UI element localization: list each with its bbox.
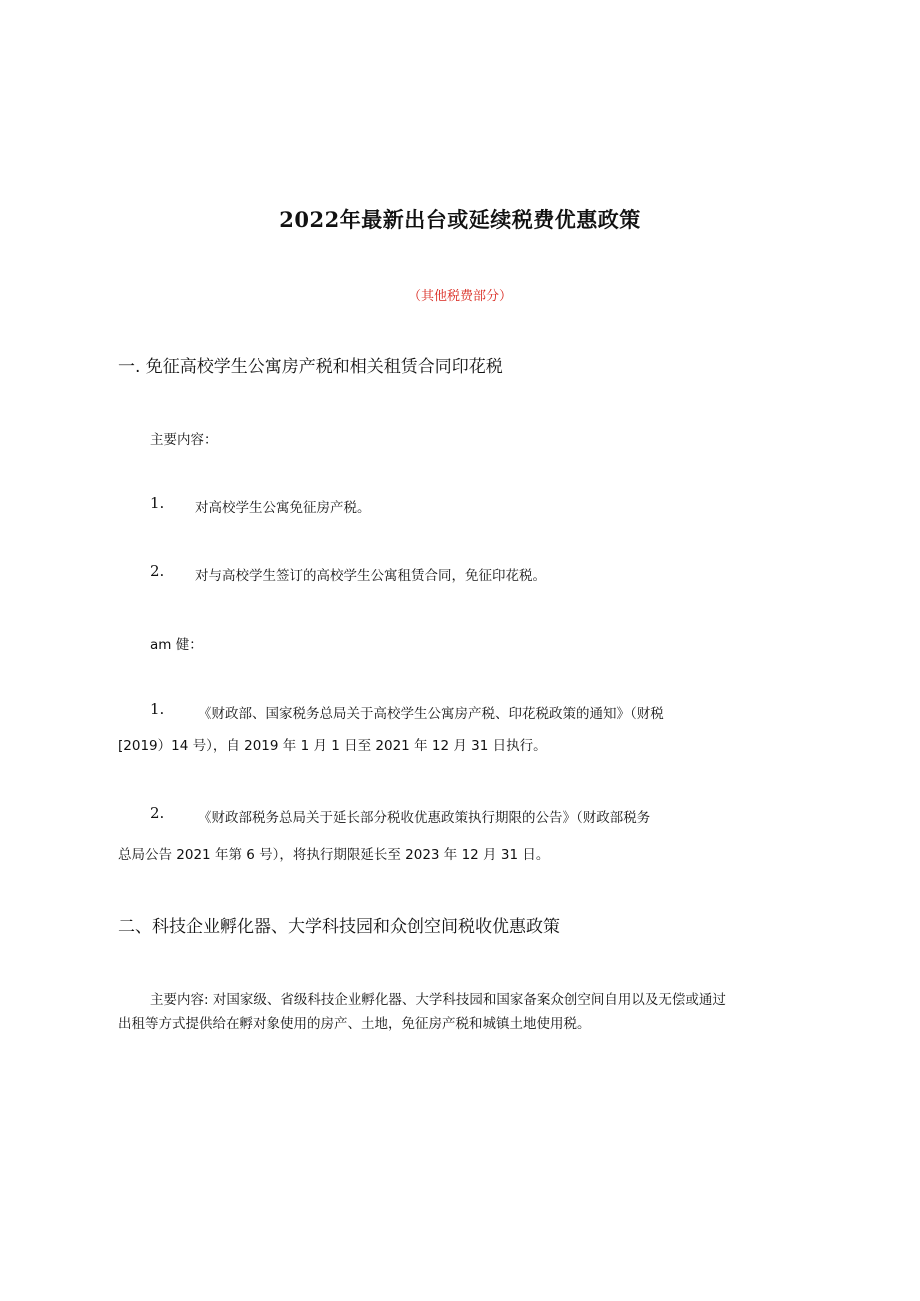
section-1-content-label: 主要内容：: [150, 432, 218, 448]
section-1-basis-2-line-1: 《财政部税务总局关于延长部分税收优惠政策执行期限的公告》（财政部税务: [198, 810, 651, 826]
section-1-basis-1-number: 1.: [150, 700, 165, 718]
section-2-heading: 二、科技企业孵化器、大学科技园和众创空间税收优惠政策: [118, 917, 560, 937]
section-1-basis-2-number: 2.: [150, 804, 165, 822]
section-1-basis-2-line-2: 总局公告 2021 年第 6 号），将执行期限延长至 2023 年 12 月 31 日。: [118, 847, 550, 863]
section-1-basis-1-line-1: 《财政部、国家税务总局关于高校学生公寓房产税、印花税政策的通知》（财税: [198, 706, 664, 722]
section-1-basis-label: am 健：: [150, 637, 203, 653]
section-1-heading: 一. 免征高校学生公寓房产税和相关租赁合同印花税: [118, 357, 503, 377]
section-1-item-2-text: 对与高校学生签订的高校学生公寓租赁合同，免征印花税。: [195, 568, 546, 584]
section-1-item-1-number: 1.: [150, 494, 165, 512]
section-2-content-line-2: 出租等方式提供给在孵对象使用的房产、土地，免征房产税和城镇土地使用税。: [118, 1016, 591, 1032]
section-1-basis-1-line-2: [2019）14 号），自 2019 年 1 月 1 日至 2021 年 12 月 31 日执行。: [118, 738, 547, 754]
section-2-content-line-1: 主要内容: 对国家级、省级科技企业孵化器、大学科技园和国家备案众创空间自用以及无偿或通过: [150, 992, 726, 1008]
page-subtitle: （其他税费部分）: [407, 289, 512, 304]
page-title: 2022年最新出台或延续税费优惠政策: [279, 207, 641, 232]
section-1-item-1-text: 对高校学生公寓免征房产税。: [195, 500, 371, 516]
section-1-item-2-number: 2.: [150, 562, 165, 580]
